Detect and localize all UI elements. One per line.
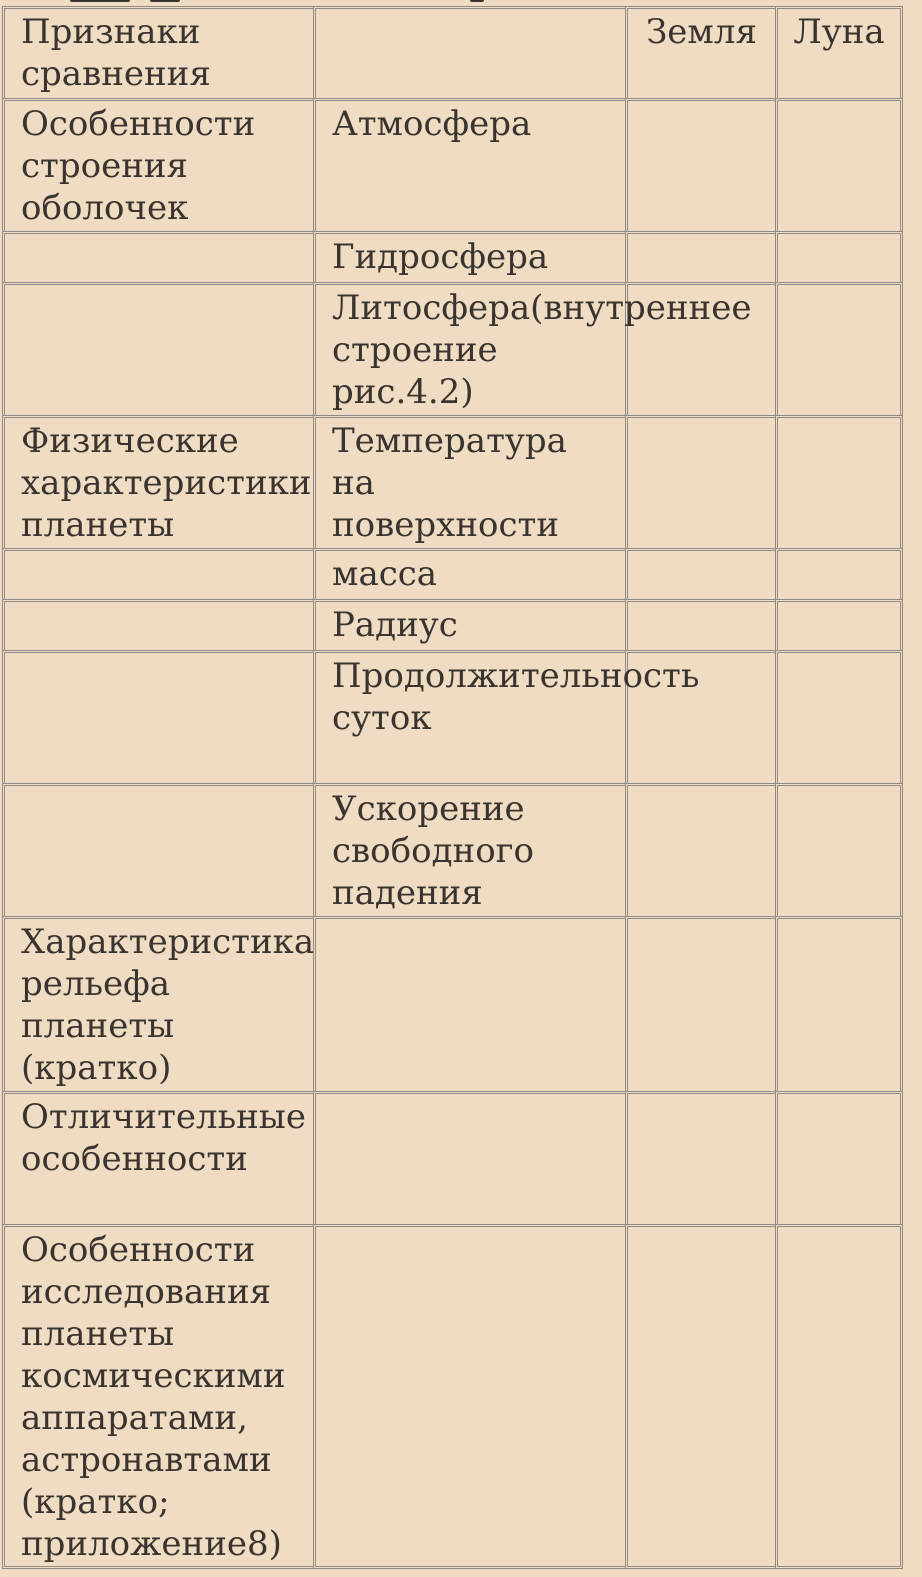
earth-cell xyxy=(625,98,775,231)
criterion-cell xyxy=(2,783,313,916)
moon-cell xyxy=(775,650,903,783)
moon-cell xyxy=(775,916,903,1091)
moon-cell xyxy=(775,415,903,548)
parameter-cell: масса xyxy=(313,548,625,599)
moon-cell xyxy=(775,599,903,650)
comparison-table xyxy=(2,6,903,1569)
table-row xyxy=(2,650,903,783)
table-row xyxy=(2,599,903,650)
table-row xyxy=(2,916,903,1091)
criterion-cell xyxy=(2,282,313,415)
header-row xyxy=(2,6,903,98)
earth-cell xyxy=(625,783,775,916)
parameter-cell: Гидросфера xyxy=(313,231,625,282)
criterion-cell xyxy=(2,548,313,599)
criterion-cell: Особенности строения оболочек xyxy=(2,98,313,231)
parameter-cell: Ускорение свободного падения xyxy=(313,783,625,916)
moon-cell xyxy=(775,282,903,415)
moon-cell xyxy=(775,548,903,599)
criterion-cell xyxy=(2,599,313,650)
earth-cell xyxy=(625,1091,775,1224)
header-moon: Луна xyxy=(775,6,903,98)
criterion-cell xyxy=(2,650,313,783)
criterion-cell xyxy=(2,231,313,282)
parameter-cell xyxy=(313,916,625,1091)
parameter-cell: Продолжительность суток xyxy=(313,650,625,783)
table-row xyxy=(2,415,903,548)
parameter-cell: Литосфера(внутреннее строение рис.4.2) xyxy=(313,282,625,415)
earth-cell xyxy=(625,548,775,599)
moon-cell xyxy=(775,231,903,282)
earth-cell xyxy=(625,599,775,650)
criterion-cell: Физические характеристики планеты xyxy=(2,415,313,548)
moon-cell xyxy=(775,783,903,916)
table-row xyxy=(2,98,903,231)
table-row xyxy=(2,231,903,282)
parameter-cell xyxy=(313,1224,625,1569)
moon-cell xyxy=(775,1224,903,1569)
parameter-cell: Радиус xyxy=(313,599,625,650)
earth-cell xyxy=(625,916,775,1091)
parameter-cell xyxy=(313,1091,625,1224)
table-row xyxy=(2,282,903,415)
header-criteria: Признаки сравнения xyxy=(2,6,313,98)
table-row xyxy=(2,1091,903,1224)
moon-cell xyxy=(775,98,903,231)
earth-cell xyxy=(625,1224,775,1569)
moon-cell xyxy=(775,1091,903,1224)
criterion-cell: Характеристика рельефа планеты (кратко) xyxy=(2,916,313,1091)
parameter-cell: Температура на поверхности xyxy=(313,415,625,548)
table-row xyxy=(2,548,903,599)
cropped-top-text xyxy=(0,0,922,4)
header-earth: Земля xyxy=(625,6,775,98)
parameter-cell: Атмосфера xyxy=(313,98,625,231)
criterion-cell: Отличительные особенности xyxy=(2,1091,313,1224)
header-parameter xyxy=(313,6,625,98)
earth-cell xyxy=(625,231,775,282)
table-row xyxy=(2,1224,903,1569)
criterion-cell: Особенности исследования планеты космическими аппаратами, астронавтами (кратко; приложение8) xyxy=(2,1224,313,1569)
table-row xyxy=(2,783,903,916)
earth-cell xyxy=(625,415,775,548)
